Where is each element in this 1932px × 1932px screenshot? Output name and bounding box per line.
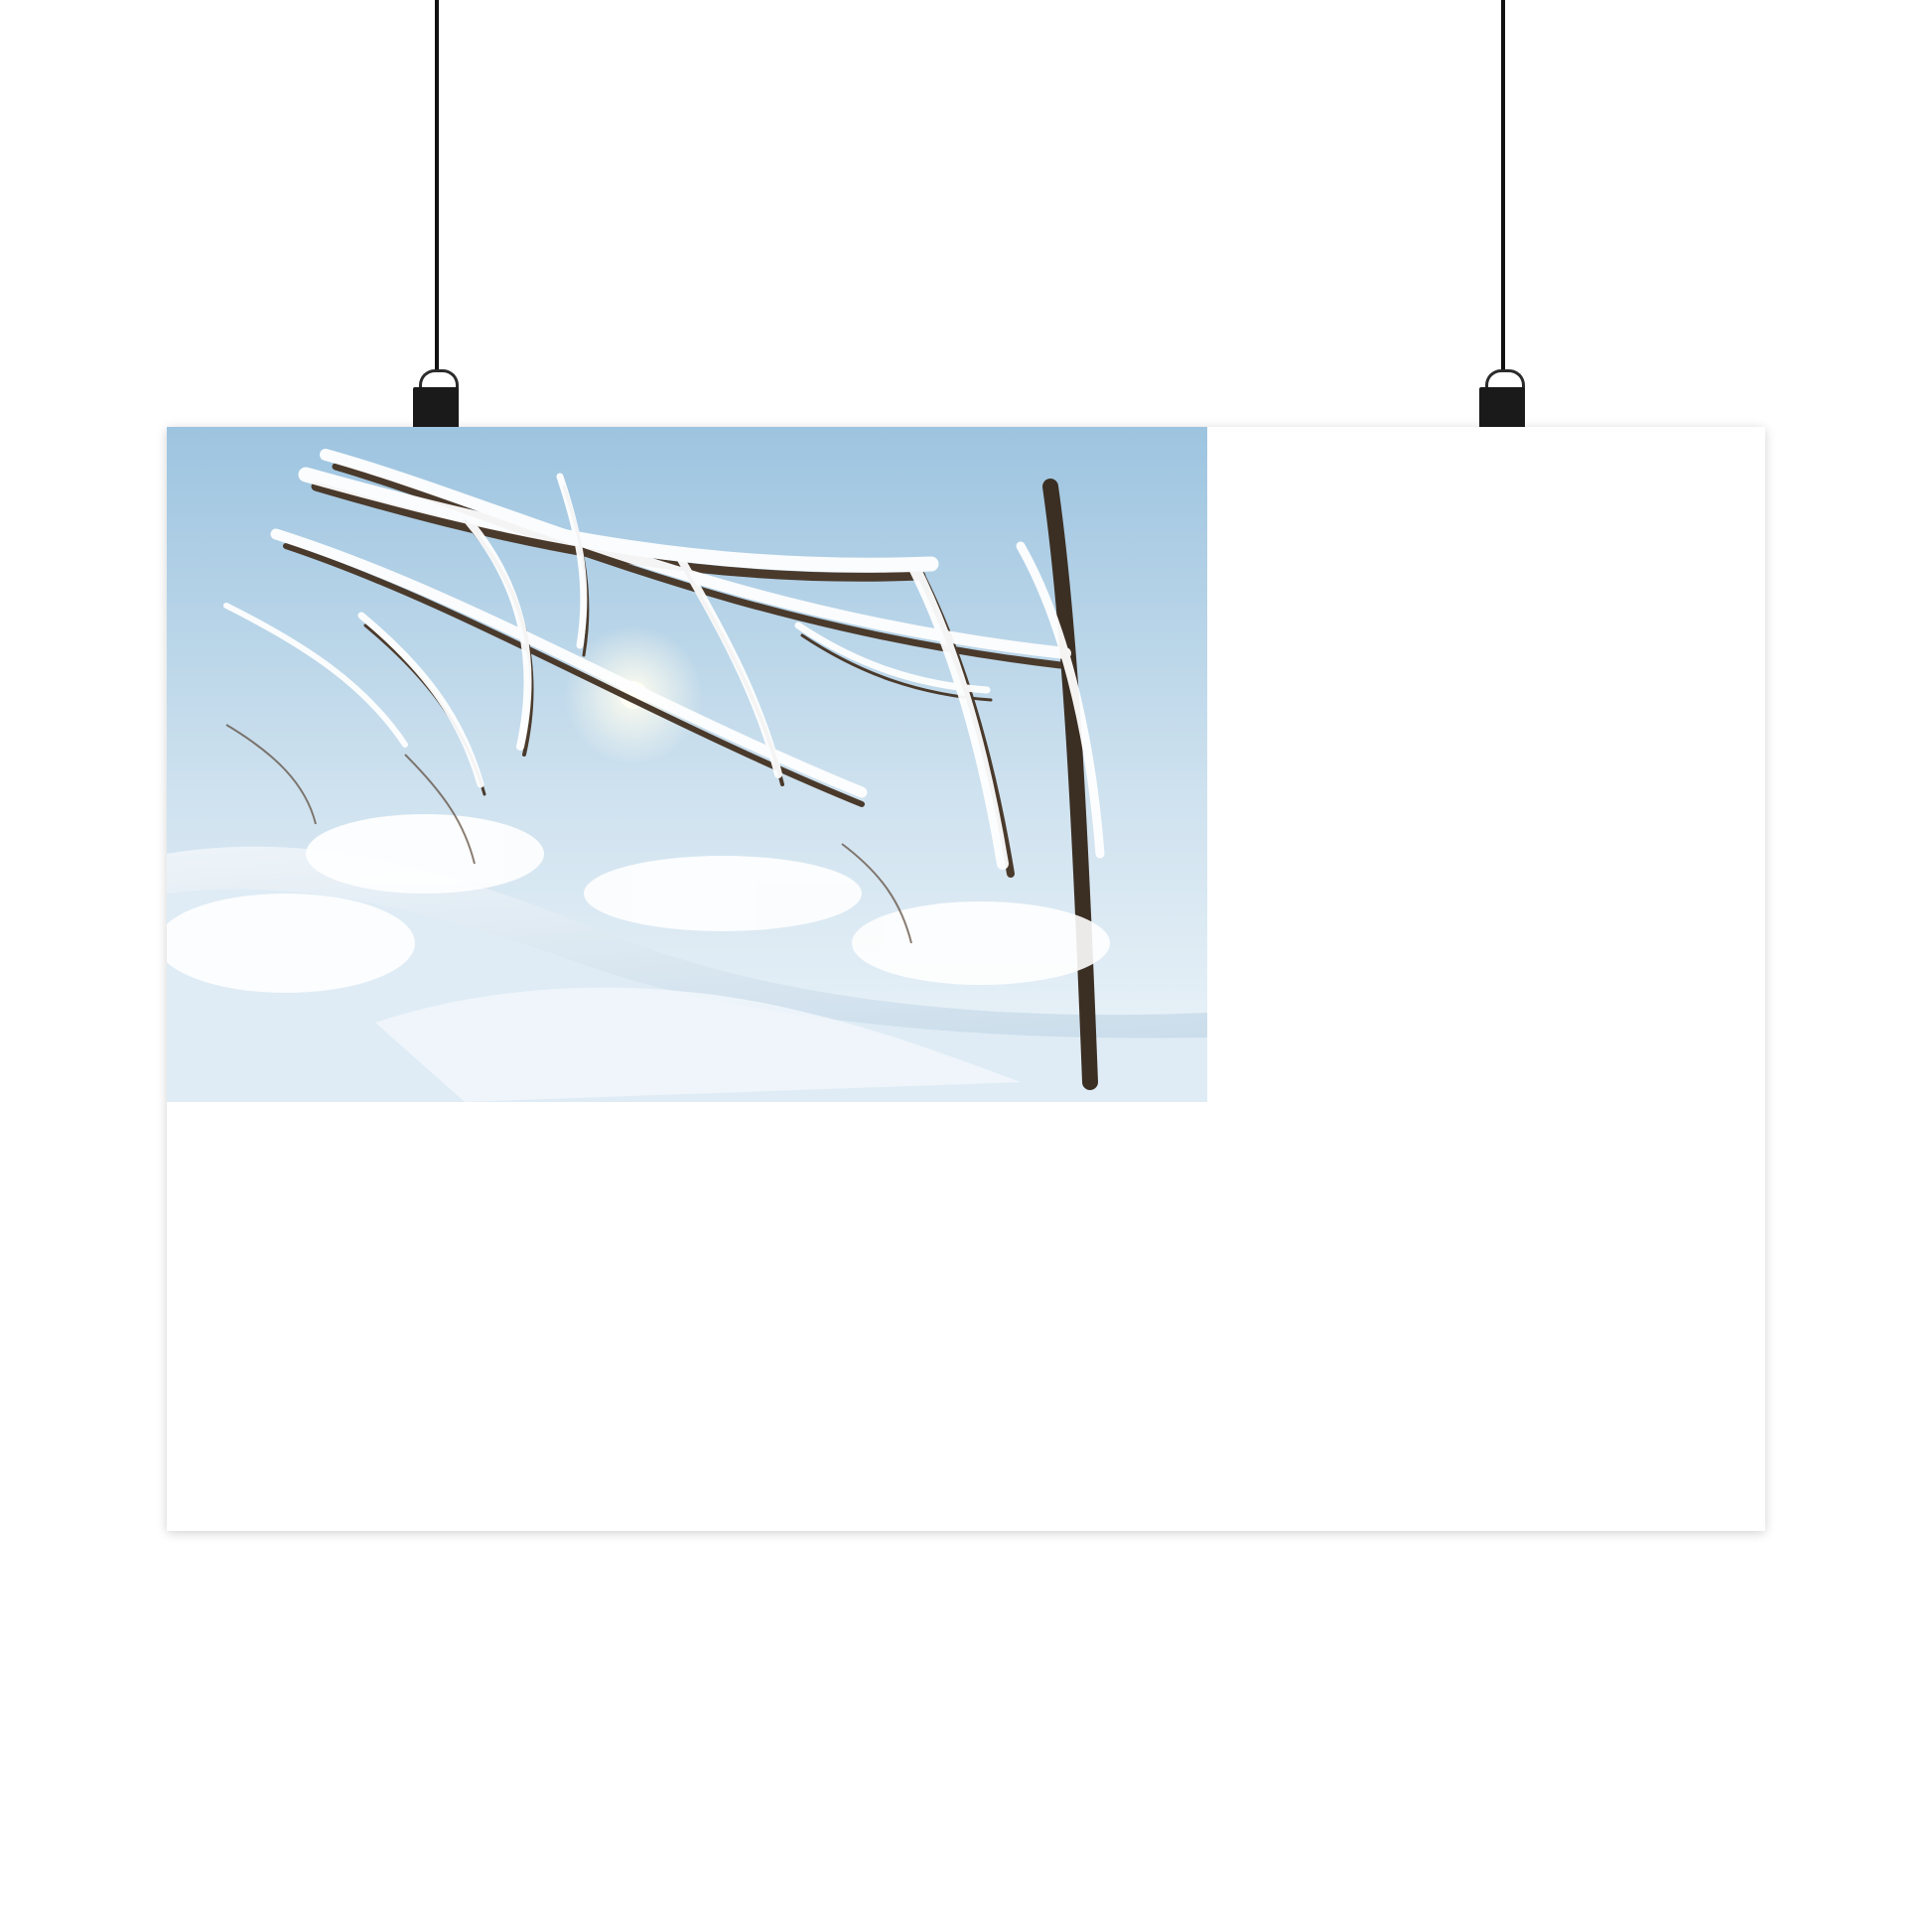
calendar-right-column bbox=[1207, 427, 1765, 1102]
calendar-bottom bbox=[167, 1102, 1765, 1531]
binder-clip-right bbox=[1479, 369, 1525, 431]
winter-photo bbox=[167, 427, 1207, 1102]
calendar-poster bbox=[167, 427, 1765, 1531]
hanging-string-right bbox=[1501, 0, 1505, 369]
binder-clip-left bbox=[413, 369, 459, 431]
hanging-string-left bbox=[435, 0, 439, 369]
